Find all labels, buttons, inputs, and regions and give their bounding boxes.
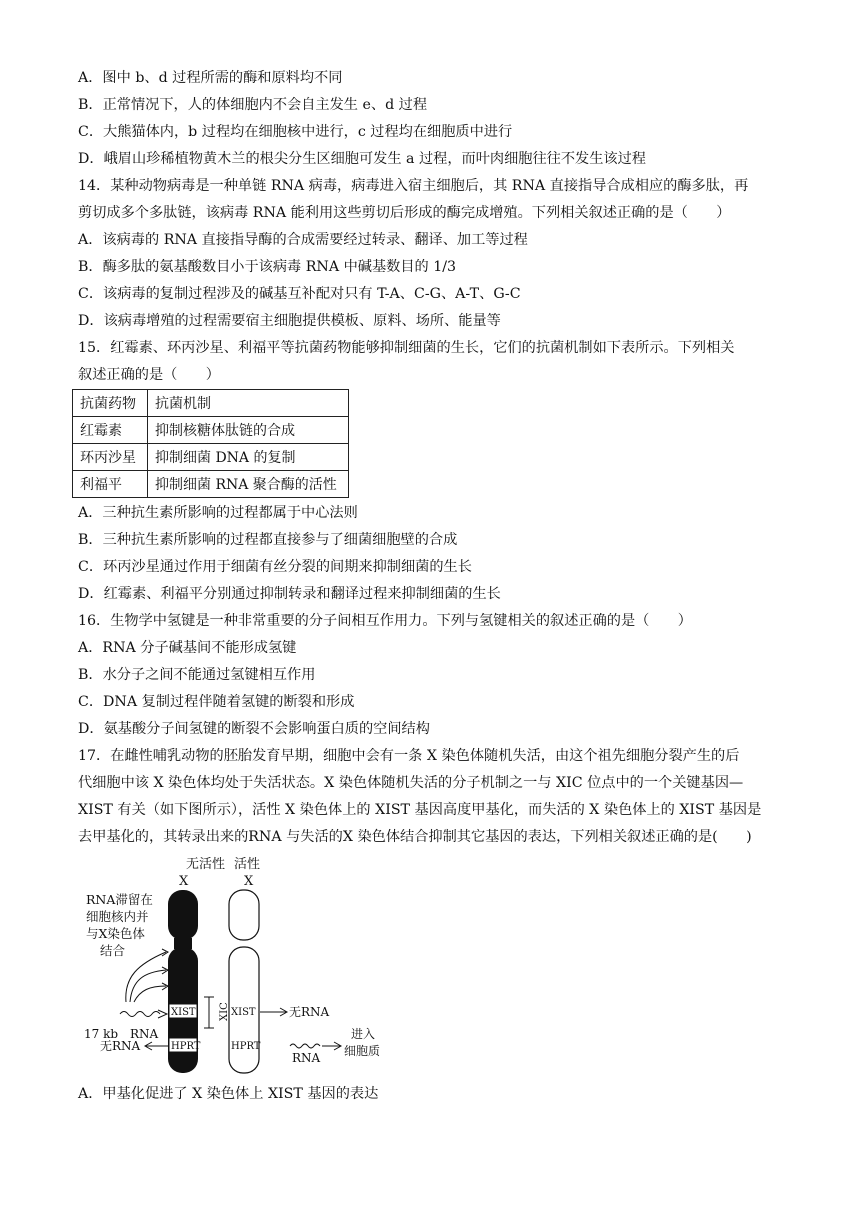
active-hprt-label: HPRT	[231, 1041, 261, 1052]
q14-option-d: D．该病毒增殖的过程需要宿主细胞提供模板、原料、场所、能量等	[78, 313, 501, 329]
q13-option-c: C．大熊猫体内，b 过程均在细胞核中进行，c 过程均在细胞质中进行	[78, 124, 513, 140]
table-cell: 抑制细菌 RNA 聚合酶的活性	[148, 471, 349, 498]
table-cell: 抑制细菌 DNA 的复制	[148, 444, 349, 471]
q15-option-b: B．三种抗生素所影响的过程都直接参与了细菌细胞壁的合成	[78, 532, 458, 548]
q14-option-b: B．酶多肽的氨基酸数目小于该病毒 RNA 中碱基数目的 1/3	[78, 259, 457, 275]
active-hprt-output	[290, 1026, 380, 1065]
q14-option-c: C．该病毒的复制过程涉及的碱基互补配对只有 T-A、C-G、A-T、G-C	[78, 286, 521, 302]
rna-binding-arrows	[126, 949, 168, 1002]
q16-stem: 16．生物学中氢键是一种非常重要的分子间相互作用力。下列与氢键相关的叙述正确的是（ ）	[78, 613, 692, 629]
q16-option-c: C．DNA 复制过程伴随着氢键的断裂和形成	[78, 694, 355, 710]
q13-option-a: A．图中 b、d 过程所需的酶和原料均不同	[78, 70, 343, 86]
active-xist-label: XIST	[231, 1007, 256, 1018]
xic-label: XIC	[219, 1002, 230, 1021]
table-row	[73, 444, 349, 471]
q17-stem-line4: 去甲基化的，其转录出来的RNA 与失活的X 染色体结合抑制其它基因的表达，下列相关叙述正确的是( )	[78, 829, 752, 845]
rna-note-line2: 细胞核内并	[86, 909, 149, 924]
enter-label-line1: 进入	[351, 1027, 376, 1041]
q17-option-a: A．甲基化促进了 X 染色体上 XIST 基因的表达	[78, 1086, 379, 1102]
q14-option-a: A．该病毒的 RNA 直接指导酶的合成需要经过转录、翻译、加工等过程	[78, 232, 528, 248]
q15-stem-line2: 叙述正确的是（ ）	[78, 367, 220, 383]
rna-label-right: RNA	[292, 1051, 321, 1065]
active-x-letter: X	[244, 874, 254, 889]
q15-option-c: C．环丙沙星通过作用于细菌有丝分裂的间期来抑制细菌的生长	[78, 559, 472, 575]
q17-stem-line3: XIST 有关（如下图所示），活性 X 染色体上的 XIST 基因高度甲基化，而失活的 X 染色体上的 XIST 基因是	[78, 802, 762, 818]
x-inactivation-figure	[78, 852, 398, 1080]
rna-length-label: 17 kb	[84, 1027, 119, 1041]
q15-option-a: A．三种抗生素所影响的过程都属于中心法则	[78, 505, 358, 521]
table-cell: 抗菌机制	[148, 390, 349, 417]
rna-note-line4: 结合	[100, 943, 126, 958]
q13-option-d: D．峨眉山珍稀植物黄木兰的根尖分生区细胞可发生 a 过程，而叶肉细胞往往不发生该过程	[78, 151, 646, 167]
antibiotic-table	[72, 389, 349, 498]
inactive-x-chromosome	[168, 890, 201, 1073]
q16-option-a: A．RNA 分子碱基间不能形成氢键	[78, 640, 297, 656]
q16-option-b: B．水分子之间不能通过氢键相互作用	[78, 667, 316, 683]
table-row	[73, 417, 349, 444]
q14-stem-line1: 14．某种动物病毒是一种单链 RNA 病毒，病毒进入宿主细胞后，其 RNA 直接指导合成相应的酶多肽，再	[78, 178, 749, 194]
table-cell: 环丙沙星	[73, 444, 148, 471]
q15-option-d: D．红霉素、利福平分别通过抑制转录和翻译过程来抑制细菌的生长	[78, 586, 501, 602]
q17-stem-line1: 17．在雌性哺乳动物的胚胎发育早期，细胞中会有一条 X 染色体随机失活，由这个祖先细胞分裂产生的后	[78, 748, 740, 764]
inactive-hprt-output	[100, 1039, 168, 1053]
active-x-label: 活性	[234, 857, 261, 872]
q14-stem-line2: 剪切成多个多肽链，该病毒 RNA 能利用这些剪切后形成的酶完成增殖。下列相关叙述正确的是（ ）	[78, 205, 731, 221]
inactive-x-letter: X	[179, 874, 189, 889]
table-row	[73, 390, 349, 417]
table-row	[73, 471, 349, 498]
rna-note-line1: RNA滞留在	[86, 892, 153, 907]
q16-option-d: D．氨基酸分子间氢键的断裂不会影响蛋白质的空间结构	[78, 721, 430, 737]
rna-label-left: RNA	[130, 1027, 159, 1041]
q13-option-b: B．正常情况下，人的体细胞内不会自主发生 e、d 过程	[78, 97, 428, 113]
no-rna-left: 无RNA	[100, 1039, 141, 1053]
table-cell: 红霉素	[73, 417, 148, 444]
rna-note-line3: 与X染色体	[86, 926, 145, 941]
no-rna-right: 无RNA	[289, 1005, 330, 1019]
q15-stem-line1: 15．红霉素、环丙沙星、利福平等抗菌药物能够抑制细菌的生长，它们的抗菌机制如下表所示。下列相关	[78, 340, 735, 356]
table-cell: 抑制核糖体肽链的合成	[148, 417, 349, 444]
inactive-xist-label: XIST	[171, 1007, 196, 1018]
active-xist-output	[260, 1005, 330, 1019]
q17-stem-line2: 代细胞中该 X 染色体均处于失活状态。X 染色体随机失活的分子机制之一与 XIC 位点中的一个关键基因—	[78, 775, 744, 791]
xist-rna-output	[84, 1010, 167, 1041]
inactive-hprt-label: HPRT	[171, 1041, 201, 1052]
xic-bracket	[204, 997, 230, 1028]
active-x-chromosome	[229, 890, 261, 1073]
table-cell: 抗菌药物	[73, 390, 148, 417]
enter-label-line2: 细胞质	[344, 1044, 381, 1058]
inactive-x-label: 无活性	[186, 857, 226, 872]
table-cell: 利福平	[73, 471, 148, 498]
